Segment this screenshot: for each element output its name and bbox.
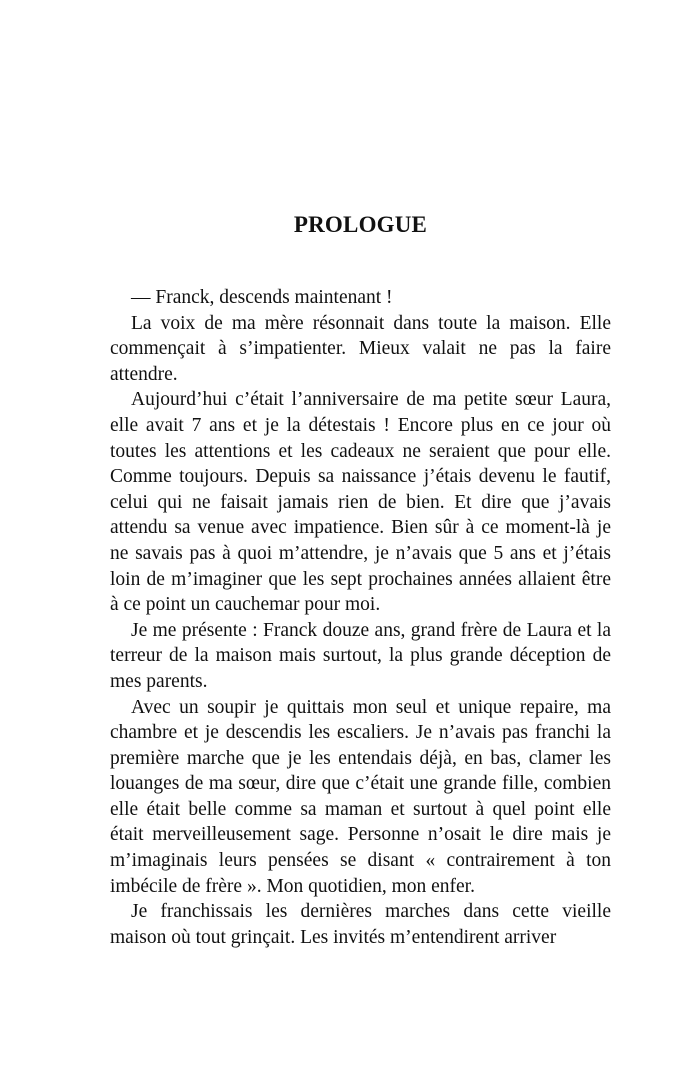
- paragraph-dialogue: — Franck, descends maintenant !: [131, 287, 393, 308]
- paragraph-birthday: Aujourd’hui c’était l’anniversaire de ma petite sœur Laura, elle avait 7 ans et je la détestais ! Encore plus en ce jour où toutes les attentions et les cadeaux ne seraient que pour elle. Comme toujours. Depuis sa naissance j’étais devenu le fautif, celui qui ne faisait jamais rien de bien. Et dire que j’avais attendu sa venue avec impatience. Bien sûr à ce moment-là je ne savais pas à quoi m’attendre, je n’avais que 5 ans et j’étais loin de m’imaginer que les sept prochaines années allaient être à ce point un cauchemar pour moi.: [110, 389, 611, 616]
- paragraph-stairs: Avec un soupir je quittais mon seul et unique repaire, ma chambre et je descendis les escaliers. Je n’avais pas franchi la première marche que je les entendais déjà, en bas, clamer les louanges de ma sœur, dire que c’était une grande fille, combien elle était belle comme sa maman et surtout à quel point elle était merveilleusement sage. Personne n’osait le dire mais je m’imaginais leurs pensées se disant « contrairement à ton imbécile de frère ». Mon quotidien, mon enfer.: [110, 696, 611, 897]
- paragraph-introduction: Je me présente : Franck douze ans, grand frère de Laura et la terreur de la maison mais surtout, la plus grande déception de mes parents.: [110, 619, 611, 692]
- chapter-title: PROLOGUE: [293, 212, 428, 237]
- paragraph-last-steps: Je franchissais les dernières marches dans cette vieille maison où tout grinçait. Les invités m’entendirent arriver: [110, 901, 611, 948]
- paragraph-mother-voice: La voix de ma mère résonnait dans toute la maison. Elle commençait à s’impatienter. Mieux valait ne pas la faire attendre.: [110, 312, 611, 385]
- body-text: [110, 285, 611, 950]
- book-page: [110, 0, 611, 1080]
